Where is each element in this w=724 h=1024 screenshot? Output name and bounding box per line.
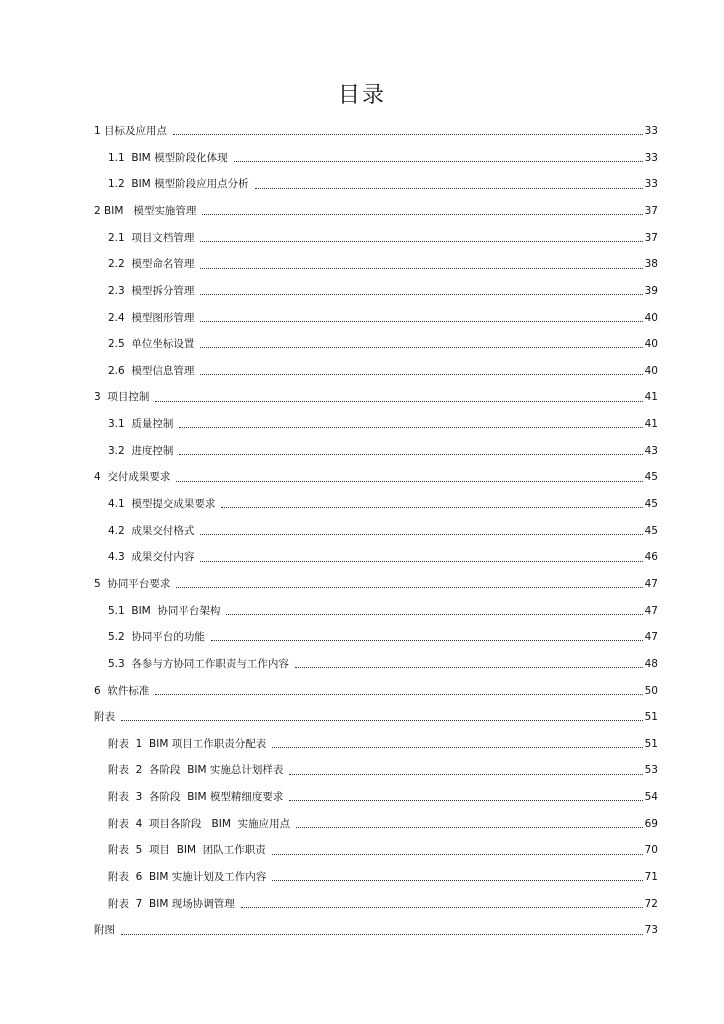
toc-entry-label: 1.1 BIM 模型阶段化体现 [108,151,228,164]
toc-entry-label: 附表 5 项目 BIM 团队工作职责 [108,844,266,857]
toc-entry-page-number: 33 [644,151,658,164]
dot-leader [200,267,642,269]
dot-leader [121,933,643,935]
dot-leader [173,133,643,135]
toc-entry-page-number: 69 [644,817,658,830]
toc-entry[interactable] [94,757,658,784]
toc-entry-label: 4 交付成果要求 [94,471,171,484]
toc-entry-page-number: 48 [644,657,658,670]
toc-entry-page-number: 51 [644,737,658,750]
dot-leader [272,746,642,748]
toc-entry-page-number: 45 [644,498,658,511]
toc-entry[interactable] [94,731,658,758]
dot-leader [176,480,642,482]
dot-leader [295,666,643,668]
toc-entry-page-number: 47 [644,631,658,644]
toc-entry-page-number: 45 [644,471,658,484]
toc-entry-label: 附表 2 各阶段 BIM 实施总计划样表 [108,764,284,777]
dot-leader [221,506,642,508]
toc-entry[interactable] [94,145,658,172]
toc-entry-label: 4.1 模型提交成果要求 [108,498,216,511]
dot-leader [272,853,643,855]
toc-entry-label: 3.1 质量控制 [108,418,174,431]
toc-entry-label: 2.6 模型信息管理 [108,364,195,377]
dot-leader [289,799,642,801]
toc-entry[interactable] [94,464,658,491]
toc-entry[interactable] [94,225,658,252]
toc-entry-page-number: 45 [644,524,658,537]
dot-leader [121,719,643,721]
toc-entry[interactable] [94,438,658,465]
toc-entry-label: 6 软件标准 [94,684,150,697]
toc-entry-page-number: 47 [644,604,658,617]
toc-entry[interactable] [94,358,658,385]
dot-leader [234,160,643,162]
toc-entry-label: 2 BIM 模型实施管理 [94,204,197,217]
dot-leader [200,320,642,322]
toc-entry[interactable] [94,331,658,358]
toc-entry-page-number: 43 [644,444,658,457]
toc-entry-label: 5.3 各参与方协同工作职责与工作内容 [108,657,289,670]
dot-leader [176,586,642,588]
dot-leader [200,346,642,348]
toc-entry-page-number: 53 [644,764,658,777]
toc-entry-label: 附表 3 各阶段 BIM 模型精细度要求 [108,791,284,804]
toc-entry-page-number: 40 [644,364,658,377]
toc-entry[interactable] [94,651,658,678]
dot-leader [289,773,642,775]
toc-entry-label: 3 项目控制 [94,391,150,404]
toc-entry-page-number: 47 [644,577,658,590]
toc-entry[interactable] [94,491,658,518]
toc-entry-page-number: 33 [644,178,658,191]
toc-entry[interactable] [94,304,658,331]
toc-entry-label: 附表 [94,711,115,724]
toc-entry[interactable] [94,198,658,225]
toc-entry-label: 附表 6 BIM 实施计划及工作内容 [108,871,267,883]
toc-entry-label: 5.2 协同平台的功能 [108,631,205,644]
toc-entry-label: 5.1 BIM 协同平台架构 [108,604,221,617]
dot-leader [272,879,642,881]
dot-leader [155,400,642,402]
toc-entry-label: 1 目标及应用点 [94,125,168,138]
toc-entry-label: 4.2 成果交付格式 [108,524,195,537]
toc-entry[interactable] [94,704,658,731]
toc-entry-page-number: 37 [644,204,658,217]
toc-entry[interactable] [94,624,658,651]
dot-leader [211,639,643,641]
dot-leader [155,693,642,695]
page-title: 目录 [337,83,386,108]
toc-entry[interactable] [94,171,658,198]
toc-entry-label: 5 协同平台要求 [94,577,171,590]
toc-entry-page-number: 70 [644,844,658,857]
toc-entry-page-number: 71 [644,871,658,883]
toc-entry[interactable] [94,917,658,944]
toc-entry-label: 2.4 模型图形管理 [108,311,195,324]
toc-entry-page-number: 40 [644,338,658,351]
toc-entry-label: 附图 [94,924,115,937]
toc-entry[interactable] [94,571,658,598]
toc-entry-page-number: 37 [644,231,658,244]
toc-entry[interactable] [94,864,658,891]
dot-leader [200,560,642,562]
toc-entry[interactable] [94,384,658,411]
toc-entry-label: 附表 4 项目各阶段 BIM 实施应用点 [108,817,291,830]
dot-leader [296,826,643,828]
toc-entry-label: 3.2 进度控制 [108,444,174,457]
toc-entry[interactable] [94,518,658,545]
dot-leader [200,533,642,535]
dot-leader [200,373,642,375]
toc-entry-label: 附表 1 BIM 项目工作职责分配表 [108,737,267,750]
table-of-contents [94,118,658,944]
dot-leader [241,906,643,908]
toc-entry[interactable] [94,784,658,811]
toc-entry[interactable] [94,837,658,864]
toc-entry-page-number: 33 [644,125,658,138]
dot-leader [226,613,642,615]
toc-entry-page-number: 54 [644,791,658,804]
toc-entry[interactable] [94,677,658,704]
toc-entry-page-number: 40 [644,311,658,324]
dot-leader [179,426,642,428]
dot-leader [179,453,642,455]
toc-entry[interactable] [94,891,658,918]
dot-leader [200,240,642,242]
toc-entry-page-number: 38 [644,258,658,271]
toc-entry-label: 2.5 单位坐标设置 [108,338,195,351]
toc-entry-page-number: 72 [644,897,658,910]
toc-entry-page-number: 39 [644,284,658,297]
toc-entry-page-number: 50 [644,684,658,697]
toc-entry[interactable] [94,811,658,838]
dot-leader [200,293,642,295]
toc-entry-label: 1.2 BIM 模型阶段应用点分析 [108,178,249,191]
toc-entry[interactable] [94,251,658,278]
toc-entry-page-number: 41 [644,418,658,431]
toc-entry[interactable] [94,598,658,625]
toc-entry[interactable] [94,278,658,305]
toc-entry-label: 4.3 成果交付内容 [108,551,195,564]
toc-entry-label: 2.1 项目文档管理 [108,231,195,244]
dot-leader [255,187,643,189]
toc-entry[interactable] [94,544,658,571]
toc-entry-page-number: 73 [644,924,658,937]
toc-entry-label: 2.3 模型拆分管理 [108,284,195,297]
toc-entry-label: 附表 7 BIM 现场协调管理 [108,897,235,910]
toc-entry-page-number: 41 [644,391,658,404]
toc-entry-page-number: 46 [644,551,658,564]
toc-entry-page-number: 51 [644,711,658,724]
toc-entry[interactable] [94,118,658,145]
dot-leader [202,213,642,215]
toc-entry-label: 2.2 模型命名管理 [108,258,195,271]
toc-entry[interactable] [94,411,658,438]
